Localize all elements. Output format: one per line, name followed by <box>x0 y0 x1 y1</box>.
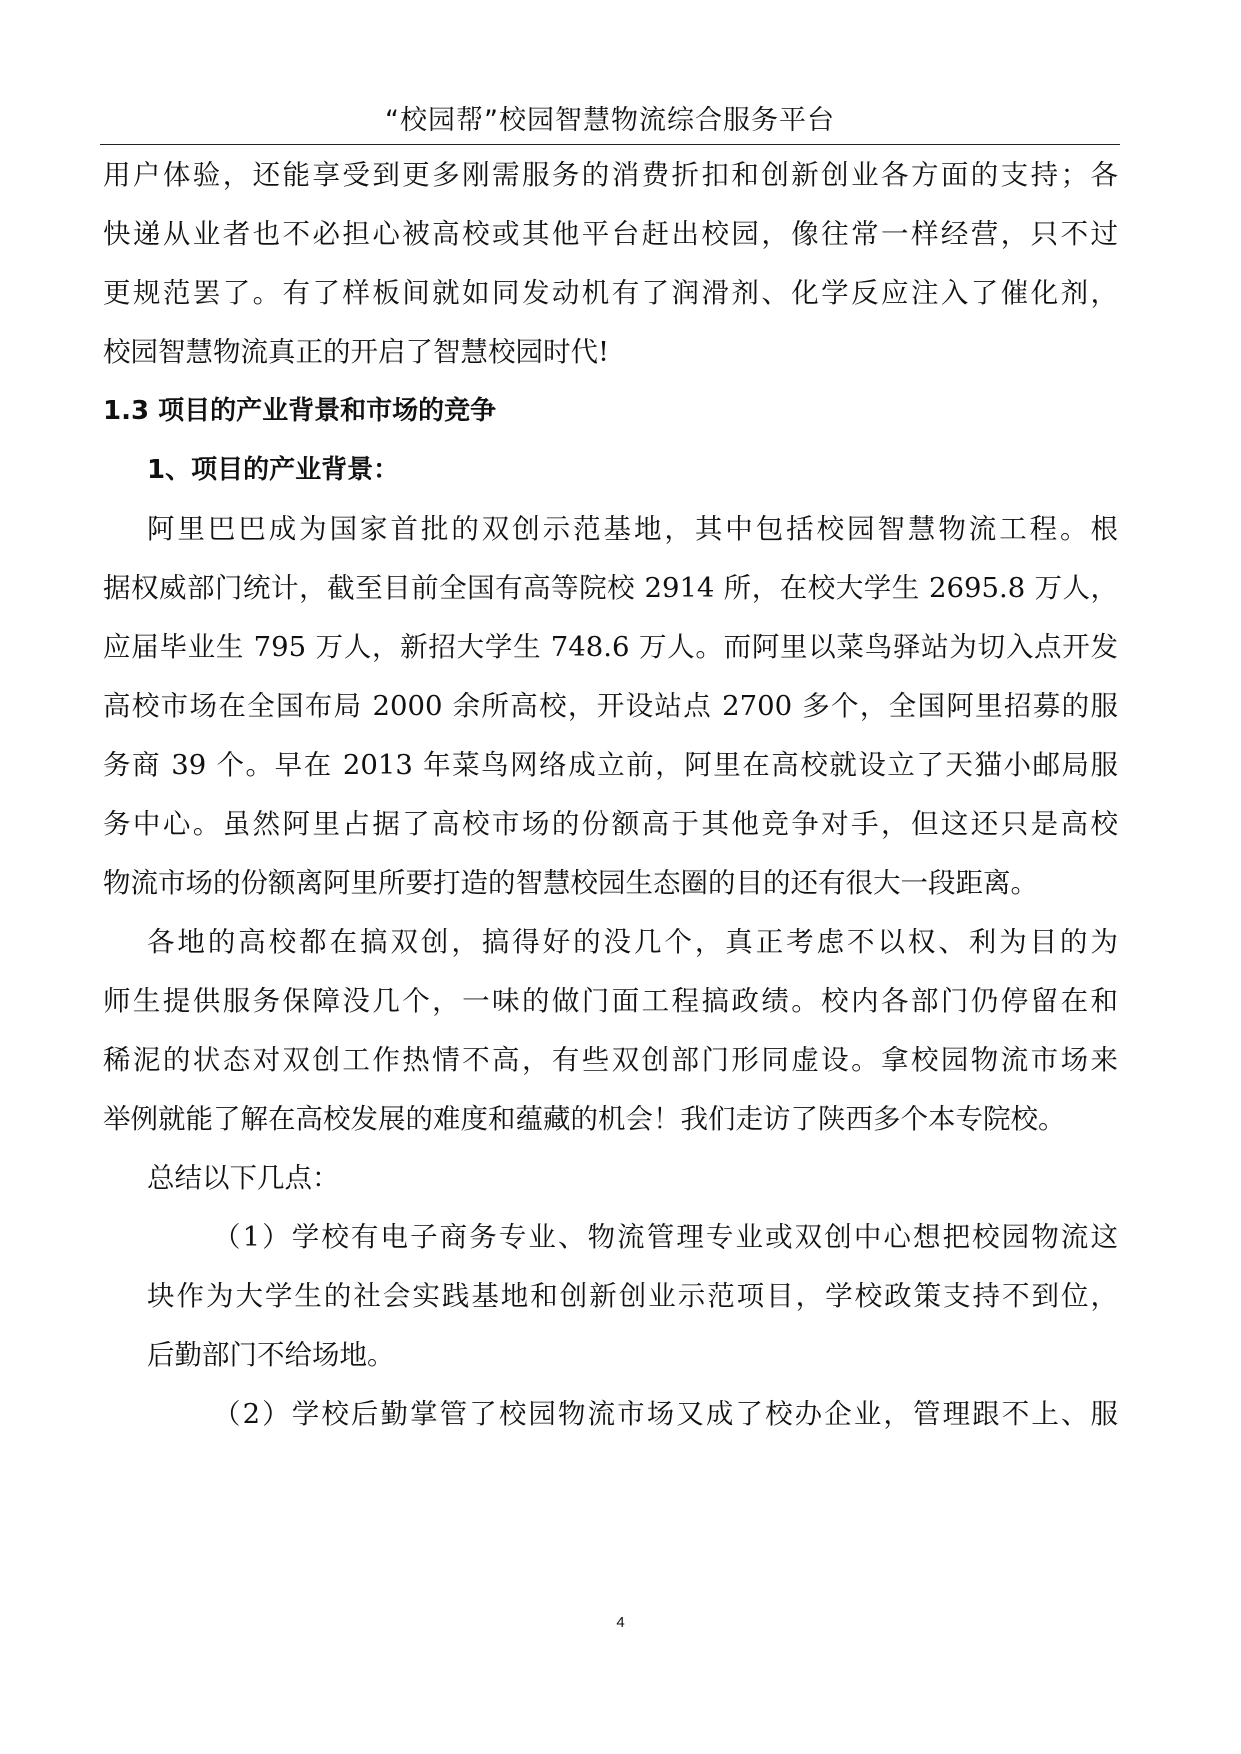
paragraph-line: 各地的高校都在搞双创，搞得好的没几个，真正考虑不以权、利为目的为 <box>147 926 1118 958</box>
paragraph-line: 高校市场在全国布局 2000 余所高校，开设站点 2700 多个，全国阿里招募的服 <box>103 690 1118 722</box>
paragraph-line: 稀泥的状态对双创工作热情不高，有些双创部门形同虚设。拿校园物流市场来 <box>103 1044 1118 1076</box>
paragraph-line: 据权威部门统计，截至目前全国有高等院校 2914 所，在校大学生 2695.8 万人， <box>103 572 1118 604</box>
list-item-line: 块作为大学生的社会实践基地和创新创业示范项目，学校政策支持不到位， <box>147 1280 1118 1312</box>
header-divider <box>100 144 1120 145</box>
paragraph-line: 务商 39 个。早在 2013 年菜鸟网络成立前，阿里在高校就设立了天猫小邮局服 <box>103 749 1118 781</box>
list-item-line: （2）学校后勤掌管了校园物流市场又成了校办企业，管理跟不上、服 <box>213 1398 1118 1430</box>
paragraph-line: 阿里巴巴成为国家首批的双创示范基地，其中包括校园智慧物流工程。根 <box>147 513 1118 545</box>
paragraph-line: 快递从业者也不必担心被高校或其他平台赶出校园，像往常一样经营，只不过 <box>103 218 1118 250</box>
paragraph-line: 总结以下几点： <box>147 1162 340 1194</box>
paragraph-line: 师生提供服务保障没几个，一味的做门面工程搞政绩。校内各部门仍停留在和 <box>103 985 1118 1017</box>
list-item-line: （1）学校有电子商务专业、物流管理专业或双创中心想把校园物流这 <box>213 1221 1118 1253</box>
page-number: 4 <box>616 1614 625 1631</box>
paragraph-line: 用户体验，还能享受到更多刚需服务的消费折扣和创新创业各方面的支持；各 <box>103 159 1118 191</box>
paragraph-line: 应届毕业生 795 万人，新招大学生 748.6 万人。而阿里以菜鸟驿站为切入点开发 <box>103 631 1118 663</box>
sub-heading: 1、项目的产业背景： <box>147 455 400 485</box>
list-item-line: 后勤部门不给场地。 <box>147 1339 395 1371</box>
paragraph-line: 举例就能了解在高校发展的难度和蕴藏的机会！我们走访了陕西多个本专院校。 <box>103 1103 1066 1135</box>
paragraph-line: 物流市场的份额离阿里所要打造的智慧校园生态圈的目的还有很大一段距离。 <box>103 867 1038 899</box>
paragraph-line: 校园智慧物流真正的开启了智慧校园时代! <box>103 336 610 368</box>
paragraph-line: 更规范罢了。有了样板间就如同发动机有了润滑剂、化学反应注入了催化剂， <box>103 277 1118 309</box>
section-heading: 1.3 项目的产业背景和市场的竞争 <box>103 396 497 426</box>
paragraph-line: 务中心。虽然阿里占据了高校市场的份额高于其他竞争对手，但这还只是高校 <box>103 808 1118 840</box>
page-header-title: “校园帮”校园智慧物流综合服务平台 <box>385 105 835 136</box>
